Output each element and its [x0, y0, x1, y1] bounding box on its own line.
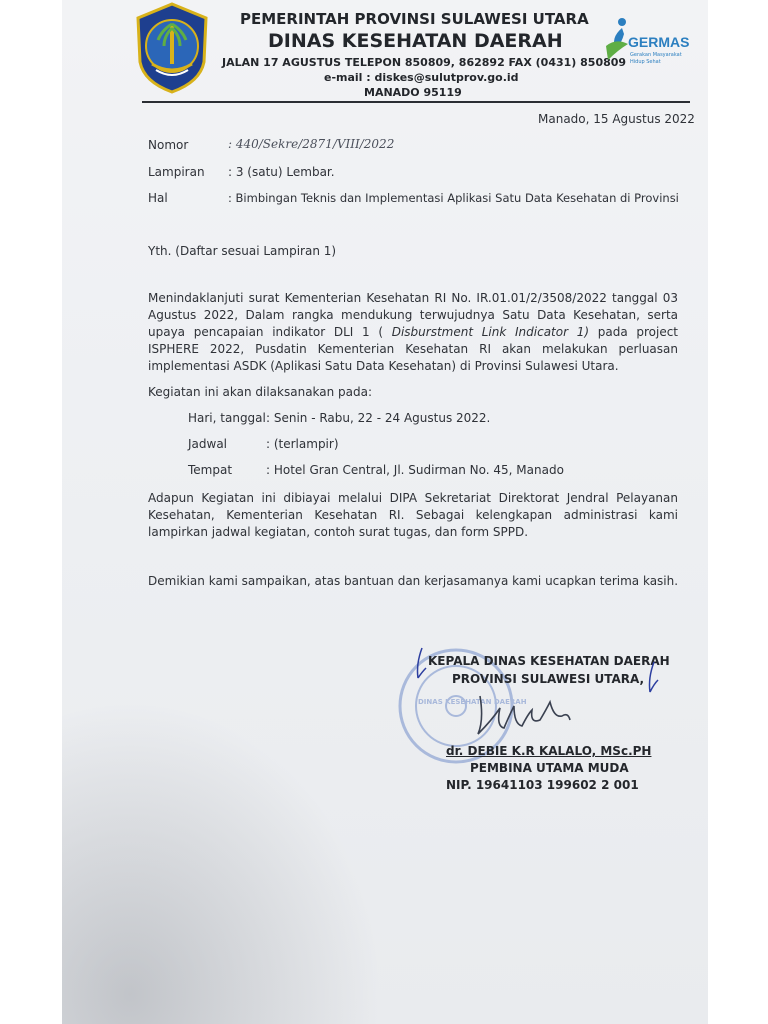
- signatory-name: dr. DEBIE K.R KALALO, MSc.PH: [446, 744, 652, 758]
- p1-part-a: Menindaklanjuti surat Kementerian Kesehatan RI No. IR.01.01/2/3508/2022 tanggal 03 Agustus 2022, Dalam rangka mendukung terwujudnya Satu Data Kesehatan, serta upaya pencapaian indikator DLI 1 (: [148, 291, 678, 339]
- schedule-intro: Kegiatan ini akan dilaksanakan pada:: [148, 385, 373, 399]
- body-paragraph-2: Adapun Kegiatan ini dibiayai melalui DIPA Sekretariat Direktorat Jendral Pelayanan Kesehatan, Kementerian Kesehatan RI. Sebagai kelengkapan administrasi kami lampirkan jadwal kegiatan, contoh surat tugas, dan form SPPD.: [148, 491, 678, 539]
- signatory-rank: PEMBINA UTAMA MUDA: [470, 761, 629, 775]
- photo-shadow: [62, 700, 382, 1024]
- header-email: e-mail : diskes@sulutprov.go.id: [324, 71, 519, 84]
- schedule-value-jadwal: : (terlampir): [266, 437, 339, 451]
- signatory-nip: NIP. 19641103 199602 2 001: [446, 778, 639, 792]
- hal-label: Hal: [148, 191, 168, 205]
- header-divider: [142, 101, 690, 103]
- lampiran-label: Lampiran: [148, 165, 205, 179]
- schedule-label-tempat: Tempat: [188, 463, 233, 477]
- stamp-text: DINAS KESEHATAN DAERAH: [418, 698, 527, 706]
- recipient-line: Yth. (Daftar sesuai Lampiran 1): [148, 244, 337, 258]
- nomor-label: Nomor: [148, 138, 189, 152]
- germas-logo: [602, 16, 692, 86]
- nomor-value: : 440/Sekre/2871/VIII/2022: [228, 137, 395, 151]
- provincial-emblem-logo: [134, 2, 210, 94]
- signature-title-1: KEPALA DINAS KESEHATAN DAERAH: [428, 654, 670, 668]
- schedule-label-jadwal: Jadwal: [188, 437, 228, 451]
- germas-sub1: Gerakan Masyarakat: [630, 52, 682, 58]
- letter-paper: [62, 0, 708, 1024]
- signature-title-2: PROVINSI SULAWESI UTARA,: [452, 672, 645, 686]
- header-city: MANADO 95119: [364, 86, 462, 99]
- germas-sub2: Hidup Sehat: [630, 59, 661, 65]
- germas-wordmark: GERMAS: [628, 34, 690, 50]
- schedule-label-date: Hari, tanggal: [188, 411, 266, 425]
- date-line: Manado, 15 Agustus 2022: [538, 112, 695, 126]
- header-line1: PEMERINTAH PROVINSI SULAWESI UTARA: [240, 10, 589, 28]
- header-address: JALAN 17 AGUSTUS TELEPON 850809, 862892 FAX (0431) 850809: [222, 56, 627, 69]
- initial-mark-right: [646, 660, 660, 696]
- header-line2: DINAS KESEHATAN DAERAH: [268, 30, 563, 52]
- p1-part-b: pada project ISPHERE 2022, Pusdatin Kementerian Kesehatan RI akan melakukan perluasan implementasi ASDK (Aplikasi Satu Data Kesehatan) di Provinsi Sulawesi Utara.: [148, 325, 679, 373]
- schedule-value-tempat: : Hotel Gran Central, Jl. Sudirman No. 45, Manado: [266, 463, 564, 477]
- hal-value: : Bimbingan Teknis dan Implementasi Aplikasi Satu Data Kesehatan di Provinsi: [228, 191, 679, 205]
- handwritten-signature: [470, 690, 580, 740]
- initial-mark-left: [412, 646, 428, 682]
- schedule-value-date: : Senin - Rabu, 22 - 24 Agustus 2022.: [266, 411, 491, 425]
- body-paragraph-1: [148, 290, 678, 375]
- closing-line: Demikian kami sampaikan, atas bantuan dan kerjasamanya kami ucapkan terima kasih.: [148, 574, 679, 588]
- p1-italic: Disburstment Link Indicator 1): [391, 325, 590, 339]
- lampiran-value: : 3 (satu) Lembar.: [228, 165, 335, 179]
